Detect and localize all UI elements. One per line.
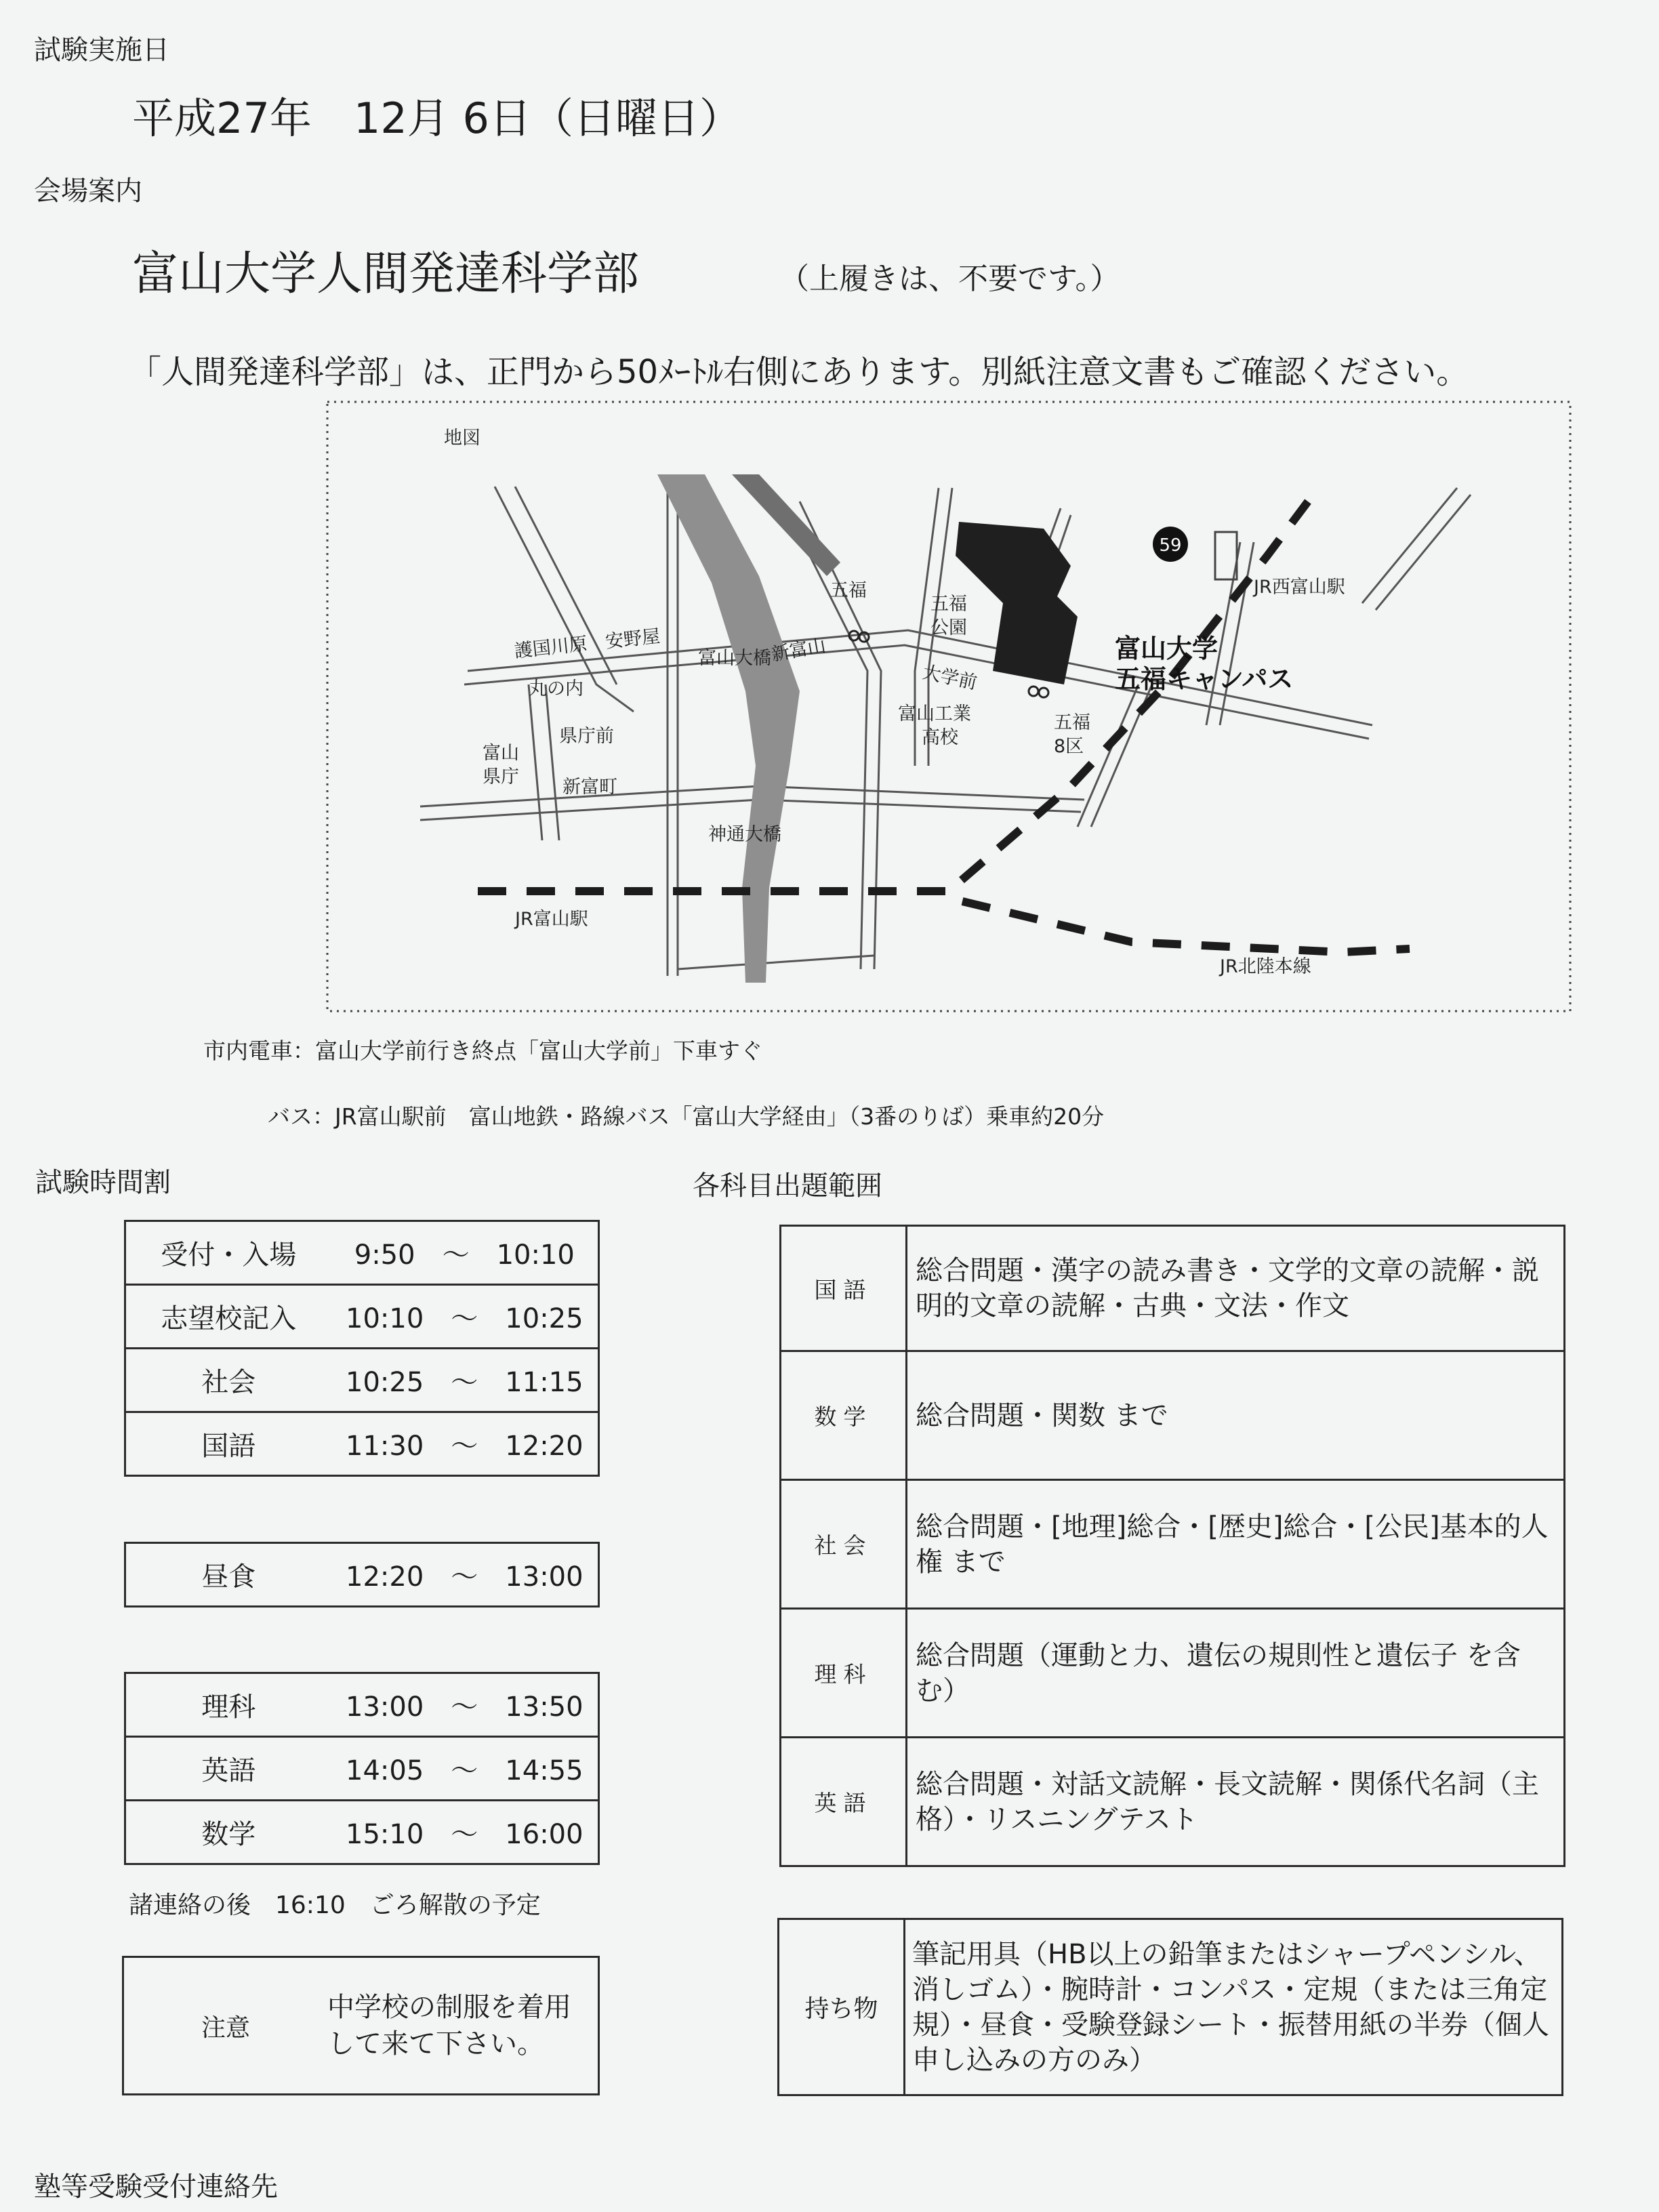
belongings-table [777,1918,1563,2096]
label-gofuku-8ku-2: 8区 [1054,736,1084,757]
label-campus-1: 富山大学 [1115,634,1218,663]
label-gofuku-park-2: 公園 [930,617,967,638]
subject-name: 国語 [781,1226,907,1351]
label-gofuku-8ku-1: 五福 [1054,712,1090,733]
label-toyama-kencho-2: 県庁 [483,766,519,787]
exam-date: 平成27年 12月 6日（日曜日） [132,94,741,143]
label-toyama-kogyo-2: 高校 [922,727,958,748]
schedule-time: 15:10 ～ 16:00 [331,1801,599,1864]
schedule-item: 数学 [125,1801,331,1864]
bus-access: バス：JR富山駅前 富山地鉄・路線バス「富山大学経由」（3番のりば）乗車約20分 [268,1103,1105,1130]
venue-label: 会場案内 [34,176,142,207]
table-row [781,1351,1565,1480]
table-row [125,1801,599,1864]
dismissal-note: 諸連絡の後 16:10 ごろ解散の予定 [129,1891,541,1919]
label-gofuku-park-1: 五福 [930,594,967,615]
label-campus-2: 五福キャンパス [1115,664,1294,694]
subject-content: 総合問題・漢字の読み書き・文学的文章の読解・説明的文章の読解・古典・文法・作文 [907,1226,1565,1351]
caution-text: 中学校の制服を着用して来て下さい。 [327,1957,599,2095]
schedule-time: 14:05 ～ 14:55 [331,1737,599,1801]
caution-box [122,1956,600,2095]
schedule-title: 試験時間割 [35,1167,171,1198]
schedule-item: 志望校記入 [125,1285,331,1349]
table-row [781,1738,1565,1866]
schedule-item: 国語 [125,1412,331,1476]
table-row [123,1957,599,2095]
schedule-item: 社会 [125,1349,331,1412]
label-kenchomae: 県庁前 [559,726,614,747]
subject-name: 数学 [781,1351,907,1480]
caution-label: 注意 [123,1957,328,2095]
jr-line-upper [478,501,1308,891]
jr-hokuriku-line [962,901,1410,952]
subject-name: 英語 [781,1738,907,1866]
shoes-note: （上履きは、不要です。） [779,262,1120,296]
label-jr-toyama: JR富山駅 [515,909,588,930]
table-row [125,1543,599,1607]
campus-map [325,400,1572,1013]
label-street-left: 護国川原 安野屋 [513,626,661,662]
label-jr-hokuriku: JR北陸本線 [1220,956,1311,977]
table-row [125,1412,599,1476]
table-row [779,1919,1563,2095]
label-daigakumae: 大学前 [920,661,979,694]
schedule-item: 昼食 [125,1543,331,1607]
jr-nishi-toyama-station [1215,532,1237,579]
tram-access: 市内電車：富山大学前行き終点「富山大学前」下車すぐ [203,1038,762,1064]
label-shin-toyama: 新富山 [769,635,827,665]
contact-label: 塾等受験受付連絡先 [34,2171,278,2203]
subject-content: 総合問題・関数 まで [907,1351,1565,1480]
table-row [125,1285,599,1349]
subject-scope-table [779,1225,1565,1867]
label-toyama-kogyo-1: 富山工業 [898,703,971,724]
subject-content: 総合問題（運動と力、遺伝の規則性と遺伝子 を含む） [907,1609,1565,1738]
subject-name: 理科 [781,1609,907,1738]
label-toyama-kencho-1: 富山 [483,743,519,764]
schedule-time: 12:20 ～ 13:00 [331,1543,599,1607]
schedule-time: 11:30 ～ 12:20 [331,1412,599,1476]
label-jinzu-ohashi: 神通大橋 [708,824,781,845]
table-row [125,1349,599,1412]
scope-title: 各科目出題範囲 [693,1170,882,1202]
subject-content: 総合問題・[地理]総合・[歴史]総合・[公民]基本的人権 まで [907,1480,1565,1609]
table-row [125,1673,599,1737]
schedule-item: 理科 [125,1673,331,1737]
subject-name: 社会 [781,1480,907,1609]
schedule-time: 9:50 ～ 10:10 [331,1221,599,1285]
venue-name: 富山大学人間発達科学部 [132,247,640,301]
schedule-time: 10:10 ～ 10:25 [331,1285,599,1349]
exam-date-label: 試験実施日 [34,35,169,66]
table-row [781,1609,1565,1738]
schedule-table-1 [124,1220,600,1477]
directions-text: 「人間発達科学部」は、正門から50ﾒｰﾄﾙ右側にあります。別紙注意文書もご確認ください。 [129,353,1469,391]
schedule-item: 英語 [125,1737,331,1801]
schedule-time: 13:00 ～ 13:50 [331,1673,599,1737]
belongings-content: 筆記用具（HB以上の鉛筆またはシャープペンシル、消しゴム）・腕時計・コンパス・定規（または三角定規）・昼食・受験登録シート・振替用紙の半券（個人申し込みの方のみ） [905,1919,1563,2095]
label-shintomicho: 新富町 [562,777,617,798]
table-row [781,1480,1565,1609]
belongings-label: 持ち物 [779,1919,905,2095]
label-toyama-ohashi: 富山大橋 [698,648,771,669]
map-title: 地図 [444,428,480,449]
table-row [781,1226,1565,1351]
table-row [125,1221,599,1285]
schedule-item: 受付・入場 [125,1221,331,1285]
schedule-table-3 [124,1672,600,1865]
table-row [125,1737,599,1801]
label-marunouchi: 丸の内 [529,678,583,699]
label-jr-nishi-toyama: JR西富山駅 [1254,577,1345,598]
route-59-label: 59 [1159,535,1182,556]
label-gofuku: 五福 [830,580,867,601]
schedule-time: 10:25 ～ 11:15 [331,1349,599,1412]
schedule-table-2 [124,1542,600,1607]
subject-content: 総合問題・対話文読解・長文読解・関係代名詞（主格）・リスニングテスト [907,1738,1565,1866]
